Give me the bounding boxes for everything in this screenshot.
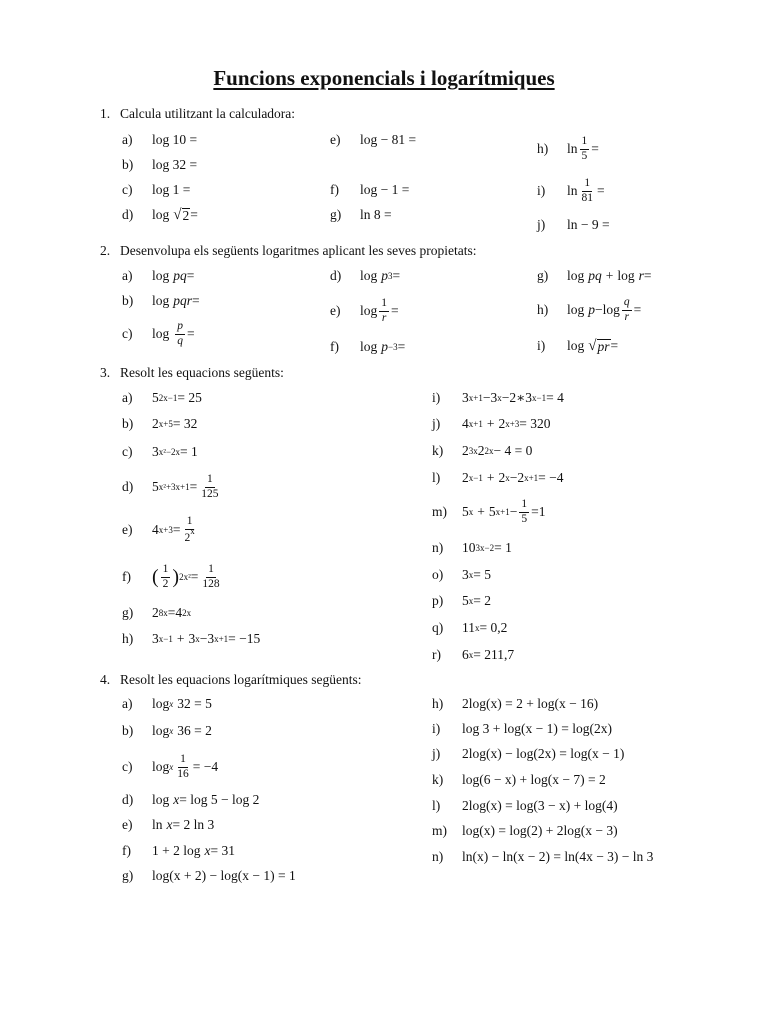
exercise-3m xyxy=(432,498,546,525)
section-heading: Calcula utilitzant la calculadora: xyxy=(120,106,296,121)
exercise-3e xyxy=(122,515,199,544)
section-2-heading xyxy=(100,243,477,259)
exercise-1h xyxy=(537,135,599,162)
item-letter: g) xyxy=(330,207,342,222)
exercise-2b xyxy=(122,290,200,312)
expression: 2 8x = 4 2x xyxy=(152,605,192,620)
expression: ln x = 2 ln 3 xyxy=(152,817,215,832)
exercise-4g xyxy=(122,865,296,887)
section-heading: Resolt les equacions següents: xyxy=(120,365,284,380)
item-letter: b) xyxy=(122,723,134,738)
exercise-3b xyxy=(122,413,197,435)
exercise-1j xyxy=(537,214,610,236)
expression: log pq = xyxy=(152,268,195,283)
expression: 6 x = 211,7 xyxy=(462,647,515,662)
item-letter: b) xyxy=(122,157,134,172)
expression: ln $\frac{1}{5}$ = xyxy=(567,135,599,162)
section-3-heading xyxy=(100,365,284,381)
expression: log x = log 5 − log 2 xyxy=(152,792,260,807)
expression: log $\frac{1}{r}$ = xyxy=(360,297,399,324)
item-letter: e) xyxy=(330,303,341,318)
item-letter: d) xyxy=(122,207,134,222)
exercise-2f xyxy=(330,336,405,358)
item-letter: h) xyxy=(122,631,134,646)
expression: 5 x = 2 xyxy=(462,593,491,608)
item-letter: m) xyxy=(432,823,447,838)
expression: log 1 = xyxy=(152,182,191,197)
item-letter: c) xyxy=(122,759,133,774)
sqrt-symbol: √ pr xyxy=(588,337,610,354)
exercise-4n xyxy=(432,846,653,868)
item-letter: c) xyxy=(122,326,133,341)
expression: 10 3x−2 = 1 xyxy=(462,540,512,555)
exercise-3r xyxy=(432,644,514,666)
expression: 2 3x 2 2x − 4 = 0 xyxy=(462,443,533,458)
item-letter: p) xyxy=(432,593,444,608)
item-letter: l) xyxy=(432,470,441,485)
expression: 5 x²+3x+1 = $\frac{1}{125}$ xyxy=(152,473,219,500)
item-letter: h) xyxy=(432,696,444,711)
item-letter: d) xyxy=(330,268,342,283)
item-letter: f) xyxy=(122,569,131,584)
expression: log x 32 = 5 xyxy=(152,696,212,711)
item-letter: c) xyxy=(122,182,133,197)
fraction: $\frac{1}{81}$ xyxy=(581,177,594,204)
fraction: $\frac{1}{5}$ xyxy=(521,498,528,525)
expression: 2log(x) − log(2x) = log(x − 1) xyxy=(462,746,625,761)
item-letter: g) xyxy=(122,868,134,883)
expression: 5 x + 5 x+1 − $\frac{1}{5}$ = 1 xyxy=(462,498,546,525)
item-letter: e) xyxy=(330,132,341,147)
expression: log 10 = xyxy=(152,132,198,147)
expression: log p −3 = xyxy=(360,339,406,354)
exercise-3q xyxy=(432,617,507,639)
fraction: $\frac{q}{r}$ xyxy=(623,296,630,323)
expression: 3 x−1 + 3 x − 3 x+1 = −15 xyxy=(152,631,261,646)
expression: 3 x+1 − 3 x − 2 ∗ 3 x−1 = 4 xyxy=(462,390,564,405)
fraction: $\frac{1}{2^x}$ xyxy=(184,515,195,544)
exercise-4f xyxy=(122,840,235,862)
exercise-4k xyxy=(432,769,606,791)
expression: log √ pr = xyxy=(567,337,619,354)
exercise-4a xyxy=(122,693,212,715)
section-number: 1. xyxy=(100,106,111,121)
exercise-2a xyxy=(122,265,194,287)
section-heading: Resolt les equacions logarítmiques següents: xyxy=(120,672,362,687)
item-letter: g) xyxy=(122,605,134,620)
expression: 3 x = 5 xyxy=(462,567,491,582)
expression: ln(x) − ln(x − 2) = ln(4x − 3) − ln 3 xyxy=(462,849,654,864)
expression: log √ 2 = xyxy=(152,206,198,223)
item-letter: a) xyxy=(122,390,133,405)
item-letter: h) xyxy=(537,302,549,317)
item-letter: i) xyxy=(537,338,546,353)
exercise-4d xyxy=(122,789,259,811)
fraction: $\frac{1}{5}$ xyxy=(581,135,588,162)
exercise-2e xyxy=(330,297,399,324)
expression: ln − 9 = xyxy=(567,217,610,232)
exercise-4j xyxy=(432,743,624,765)
exercise-4i xyxy=(432,718,612,740)
item-letter: f) xyxy=(330,182,339,197)
item-letter: j) xyxy=(537,217,546,232)
expression: log pqr = xyxy=(152,293,200,308)
fraction: $\frac{1}{128}$ xyxy=(202,563,220,590)
exercise-1f xyxy=(330,179,409,201)
exercise-2c xyxy=(122,320,195,347)
item-letter: a) xyxy=(122,132,133,147)
item-letter: e) xyxy=(122,522,133,537)
exercise-1b xyxy=(122,154,197,176)
expression: log(x + 2) − log(x − 1) = 1 xyxy=(152,868,296,883)
expression: log $\frac{p}{q}$ = xyxy=(152,320,195,347)
item-letter: j) xyxy=(432,746,441,761)
fraction: $\frac{p}{q}$ xyxy=(177,320,184,347)
sqrt-symbol: √ 2 xyxy=(173,206,190,223)
expression: log pq + log r = xyxy=(567,268,652,283)
fraction: $\frac{1}{r}$ xyxy=(381,297,388,324)
expression: ln 8 = xyxy=(360,207,392,222)
exercise-4m xyxy=(432,820,618,842)
exercise-1a xyxy=(122,129,197,151)
expression: log − 81 = xyxy=(360,132,417,147)
expression: 2log(x) = log(3 − x) + log(4) xyxy=(462,798,618,813)
item-letter: i) xyxy=(432,390,441,405)
expression: 5 2x−1 = 25 xyxy=(152,390,202,405)
exercise-4l xyxy=(432,795,618,817)
expression: log x $\frac{1}{16}$ = −4 xyxy=(152,753,219,780)
expression: 2 x+5 = 32 xyxy=(152,416,198,431)
expression: log p 3 = xyxy=(360,268,401,283)
item-letter: j) xyxy=(432,416,441,431)
item-letter: f) xyxy=(330,339,339,354)
expression: log p − log $\frac{q}{r}$ = xyxy=(567,296,642,323)
expression: log x 36 = 2 xyxy=(152,723,212,738)
expression: 2log(x) = 2 + log(x − 16) xyxy=(462,696,599,711)
page-title: Funcions exponencials i logarítmiques xyxy=(213,66,555,90)
item-letter: n) xyxy=(432,540,444,555)
exercise-3k xyxy=(432,440,532,462)
exercise-3j xyxy=(432,413,551,435)
exercise-3d xyxy=(122,473,222,500)
expression: log(6 − x) + log(x − 7) = 2 xyxy=(462,772,606,787)
exercise-1g xyxy=(330,204,392,226)
item-letter: l) xyxy=(432,798,441,813)
exercise-1i xyxy=(537,177,605,204)
expression: ( 1 2 ) 2x² = $\frac{1}{128}$ xyxy=(152,563,220,590)
exercise-4e xyxy=(122,814,214,836)
section-heading: Desenvolupa els següents logaritmes aplicant les seves propietats: xyxy=(120,243,477,258)
exercise-3p xyxy=(432,590,491,612)
item-letter: a) xyxy=(122,268,133,283)
exercise-3h xyxy=(122,628,260,650)
expression: log 3 + log(x − 1) = log(2x) xyxy=(462,721,612,736)
exercise-2i xyxy=(537,335,618,357)
item-letter: b) xyxy=(122,416,134,431)
exercise-4c xyxy=(122,753,219,780)
item-letter: o) xyxy=(432,567,444,582)
expression: 4 x+3 = $\frac{1}{2^x}$ xyxy=(152,515,195,544)
exercise-4h xyxy=(432,693,598,715)
exercise-2h xyxy=(537,296,642,323)
item-letter: i) xyxy=(432,721,441,736)
exercise-1e xyxy=(330,129,416,151)
item-letter: k) xyxy=(432,443,444,458)
item-letter: f) xyxy=(122,843,131,858)
item-letter: a) xyxy=(122,696,133,711)
item-letter: b) xyxy=(122,293,134,308)
section-1-heading xyxy=(100,106,295,122)
exercise-3o xyxy=(432,564,491,586)
exercise-3n xyxy=(432,537,512,559)
item-letter: d) xyxy=(122,479,134,494)
expression: 1 + 2 log x = 31 xyxy=(152,843,235,858)
exercise-4b xyxy=(122,720,212,742)
section-number: 4. xyxy=(100,672,111,687)
expression: log − 1 = xyxy=(360,182,410,197)
fraction: 1 2 xyxy=(162,563,169,590)
expression: log(x) = log(2) + 2log(x − 3) xyxy=(462,823,618,838)
item-letter: n) xyxy=(432,849,444,864)
expression: ln $\frac{1}{81}$ = xyxy=(567,177,605,204)
item-letter: c) xyxy=(122,444,133,459)
section-number: 3. xyxy=(100,365,111,380)
expression: 4 x+1 + 2 x+3 = 320 xyxy=(462,416,551,431)
fraction: $\frac{1}{125}$ xyxy=(201,473,219,500)
exercise-3i xyxy=(432,387,564,409)
expression: 11 x = 0,2 xyxy=(462,620,508,635)
item-letter: k) xyxy=(432,772,444,787)
exercise-3a xyxy=(122,387,202,409)
fraction: $\frac{1}{16}$ xyxy=(177,753,189,780)
exercise-3g xyxy=(122,602,191,624)
section-4-heading xyxy=(100,672,361,688)
exercise-1d xyxy=(122,204,198,226)
item-letter: m) xyxy=(432,504,447,519)
item-letter: h) xyxy=(537,141,549,156)
section-number: 2. xyxy=(100,243,111,258)
item-letter: d) xyxy=(122,792,134,807)
exercise-1c xyxy=(122,179,190,201)
item-letter: i) xyxy=(537,183,546,198)
exercise-2d xyxy=(330,265,400,287)
exercise-3c xyxy=(122,441,198,463)
item-letter: q) xyxy=(432,620,444,635)
item-letter: r) xyxy=(432,647,441,662)
expression: log 32 = xyxy=(152,157,198,172)
item-letter: g) xyxy=(537,268,549,283)
expression: 3 x²−2x = 1 xyxy=(152,444,198,459)
exercise-3l xyxy=(432,467,564,489)
expression: 2 x−1 + 2 x − 2 x+1 = −4 xyxy=(462,470,564,485)
item-letter: e) xyxy=(122,817,133,832)
exercise-3f xyxy=(122,563,224,590)
exercise-2g xyxy=(537,265,652,287)
